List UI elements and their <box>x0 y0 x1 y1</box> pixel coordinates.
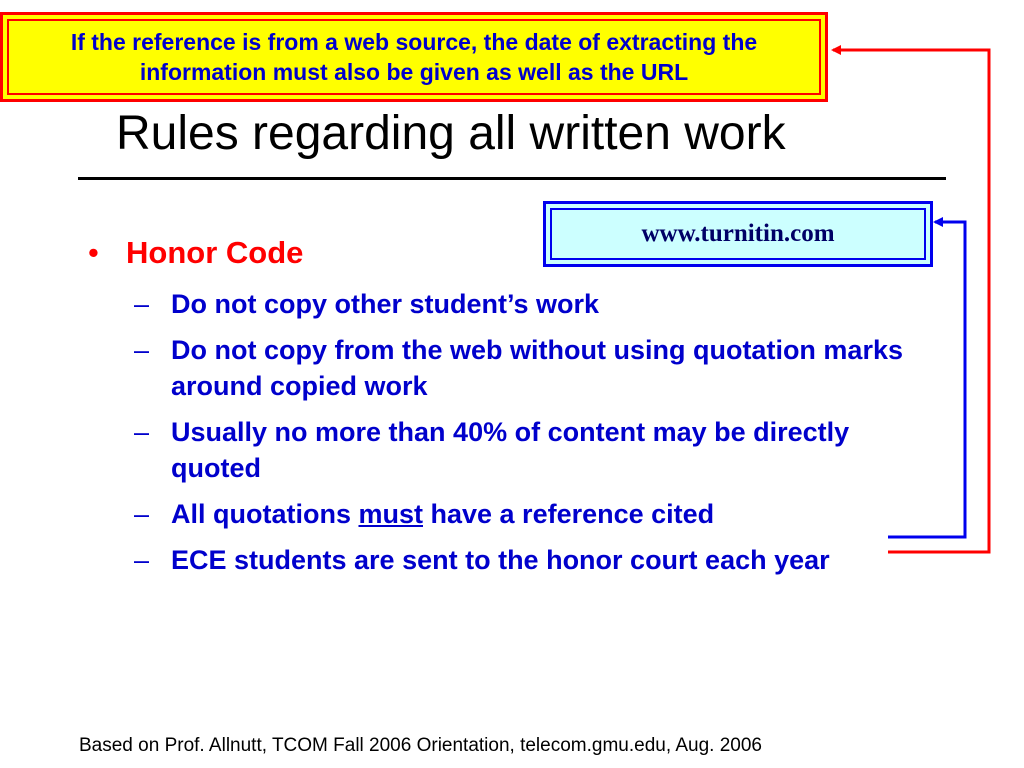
honor-code-rules-list <box>134 286 934 588</box>
dash-icon: – <box>134 499 150 529</box>
dash-icon: – <box>134 289 150 319</box>
rule-text-before: All quotations <box>171 499 359 529</box>
honor-code-bullet <box>88 233 303 273</box>
rule-text <box>171 496 934 532</box>
rule-text: Usually no more than 40% of content may be directly quoted <box>171 417 850 483</box>
bullet-icon: • <box>88 235 99 270</box>
rule-text: Do not copy from the web without using quotation marks around copied work <box>171 335 903 401</box>
rule-text: ECE students are sent to the honor court each year <box>171 545 830 575</box>
list-item <box>134 496 934 532</box>
dash-icon: – <box>134 335 150 365</box>
list-item <box>134 332 934 404</box>
turnitin-link[interactable]: www.turnitin.com <box>641 220 835 247</box>
title-divider <box>78 177 946 180</box>
dash-icon: – <box>134 417 150 447</box>
rule-text: Do not copy other student’s work <box>171 289 600 319</box>
footer-source: Based on Prof. Allnutt, TCOM Fall 2006 Orientation, telecom.gmu.edu, Aug. 2006 <box>79 735 762 756</box>
turnitin-callout <box>543 201 933 267</box>
rule-emphasis-must: must <box>358 499 423 529</box>
url-note-text: If the reference is from a web source, the date of extracting the information must also be given as well as the URL <box>70 29 758 85</box>
dash-icon: – <box>134 545 150 575</box>
list-item <box>134 414 934 486</box>
page-title: Rules regarding all written work <box>116 107 786 160</box>
list-item <box>134 286 934 322</box>
list-item <box>134 542 934 578</box>
honor-code-heading: Honor Code <box>126 235 304 270</box>
rule-text-after: have a reference cited <box>423 499 715 529</box>
url-note-callout <box>0 12 828 102</box>
